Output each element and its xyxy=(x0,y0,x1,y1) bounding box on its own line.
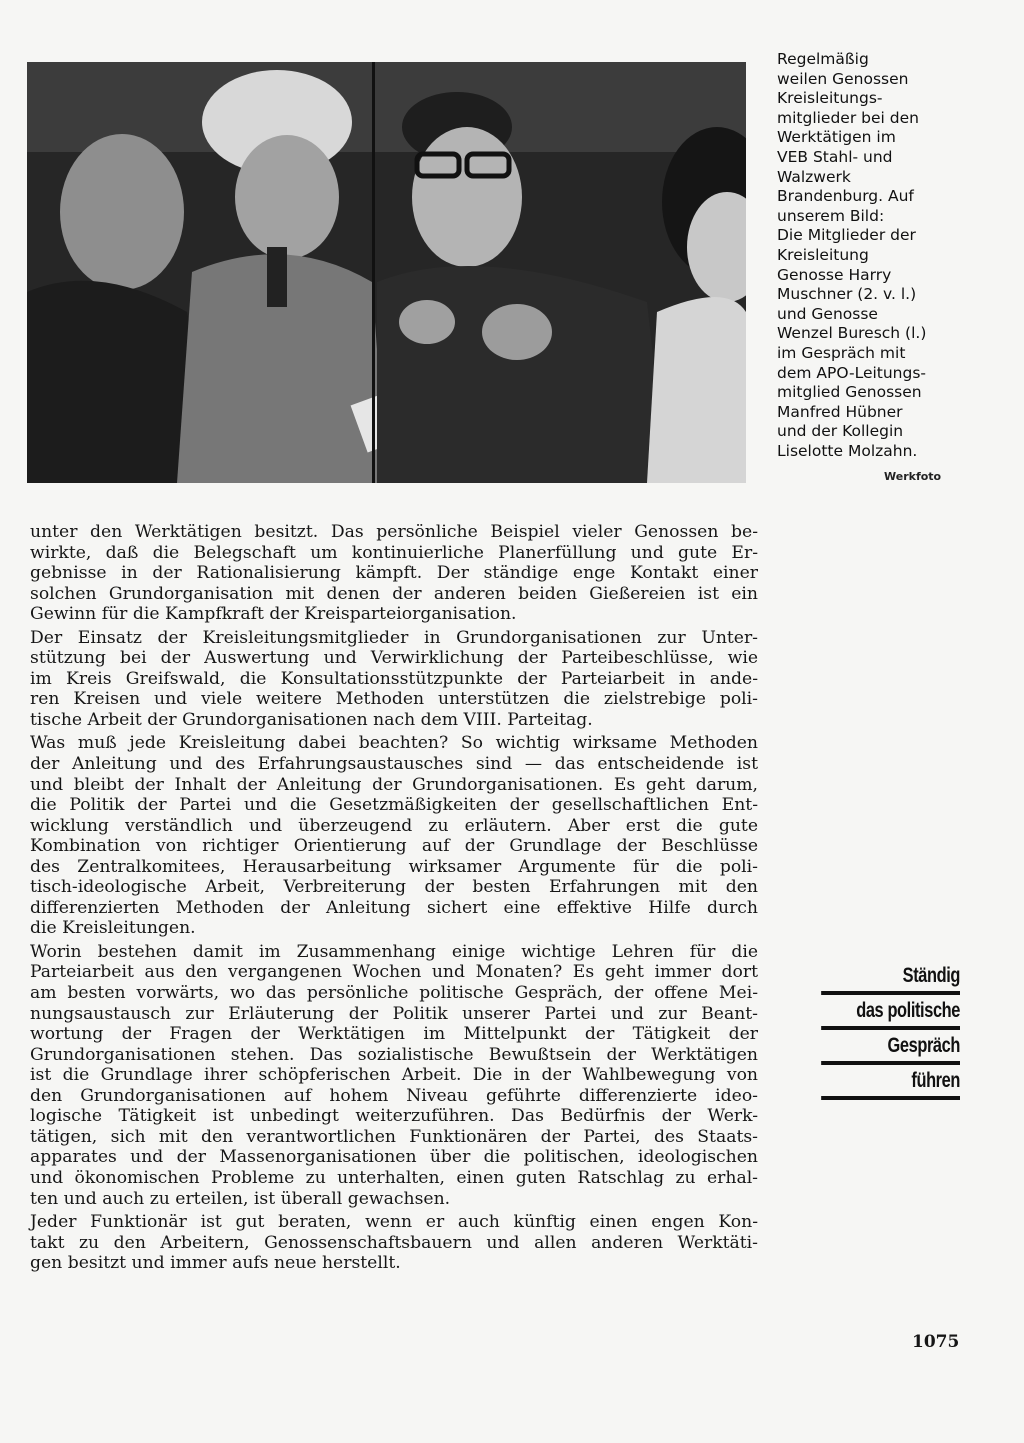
side-headline-line: führen xyxy=(821,1067,960,1100)
text-line: Jeder Funktionär ist gut beraten, wenn er auch künftig einen engen Kon- xyxy=(30,1212,758,1233)
caption-line: und der Kollegin xyxy=(777,422,904,441)
page-number: 1075 xyxy=(912,1332,960,1352)
text-line: Grundorganisationen stehen. Das sozialistische Bewußtsein der Werktätigen xyxy=(30,1044,758,1065)
caption-line: Wenzel Buresch (l.) xyxy=(777,324,927,343)
caption-line: Brandenburg. Auf xyxy=(777,187,914,206)
caption-line: VEB Stahl- und xyxy=(777,147,893,166)
photo-caption xyxy=(777,50,977,461)
text-line: gebnisse in der Rationalisierung kämpft. Der ständige enge Kontakt einer xyxy=(30,563,758,584)
caption-line: weilen Genossen xyxy=(777,69,909,88)
caption-line: Die Mitglieder der xyxy=(777,226,916,245)
caption-line: Kreisleitung xyxy=(777,245,869,264)
caption-line: im Gespräch mit xyxy=(777,343,906,362)
text-line: Der Einsatz der Kreisleitungsmitglieder in Grundorganisationen zur Unter- xyxy=(30,627,758,648)
caption-line: Muschner (2. v. l.) xyxy=(777,285,917,304)
paragraph xyxy=(30,942,758,1209)
caption-line: mitglieder bei den xyxy=(777,108,919,127)
text-line: tische Arbeit der Grundorganisationen nach dem VIII. Parteitag. xyxy=(30,709,593,730)
paragraph xyxy=(30,1212,758,1274)
text-line: am besten vorwärts, wo das persönliche politische Gespräch, der offene Mei- xyxy=(30,983,758,1004)
text-line: tisch-ideologische Arbeit, Verbreiterung der besten Erfahrungen mit den xyxy=(30,877,758,898)
caption-line: Manfred Hübner xyxy=(777,402,903,421)
caption-line: Walzwerk xyxy=(777,167,851,186)
text-line: wicklung verständlich und überzeugend zu erläutern. Aber erst die gute xyxy=(30,815,758,836)
side-headline-line: Gespräch xyxy=(821,1032,960,1065)
paragraph xyxy=(30,628,758,731)
caption-line: unserem Bild: xyxy=(777,206,885,225)
text-line: nungsaustausch zur Erläuterung der Politik unserer Partei und zur Beant- xyxy=(30,1003,758,1024)
text-line: den Grundorganisationen auf hohem Niveau geführte differenzierte ideo- xyxy=(30,1085,758,1106)
text-line: takt zu den Arbeitern, Genossenschaftsbauern und allen anderen Werktäti- xyxy=(30,1232,758,1253)
side-headline xyxy=(782,962,960,1102)
caption-line: Regelmäßig xyxy=(777,50,869,68)
text-line: apparates und der Massenorganisationen über die politischen, ideologischen xyxy=(30,1147,758,1168)
text-line: Was muß jede Kreisleitung dabei beachten? So wichtig wirksame Methoden xyxy=(30,733,758,754)
text-line: und ökonomischen Probleme zu unterhalten, einen guten Ratschlag zu erhal- xyxy=(30,1167,758,1188)
photo-credit: Werkfoto xyxy=(884,470,942,483)
text-line: Parteiarbeit aus den vergangenen Wochen und Monaten? Es geht immer dort xyxy=(30,962,758,983)
caption-line: Kreisleitungs- xyxy=(777,89,883,108)
text-line: differenzierten Methoden der Anleitung sichert eine effektive Hilfe durch xyxy=(30,897,758,918)
caption-line: Genosse Harry xyxy=(777,265,892,284)
text-line: des Zentralkomitees, Herausarbeitung wirksamer Argumente für die poli- xyxy=(30,856,758,877)
text-line: unter den Werktätigen besitzt. Das persönliche Beispiel vieler Genossen be- xyxy=(30,522,758,542)
text-line: ren Kreisen und viele weitere Methoden unterstützen die zielstrebige poli- xyxy=(30,689,758,710)
caption-line: dem APO-Leitungs- xyxy=(777,363,927,382)
text-line: gen besitzt und immer aufs neue herstellt. xyxy=(30,1253,401,1274)
side-headline-line: das politische xyxy=(821,997,960,1030)
text-line: wortung der Fragen der Werktätigen im Mittelpunkt der Tätigkeit der xyxy=(30,1024,758,1045)
text-line: wirkte, daß die Belegschaft um kontinuierliche Planerfüllung und gute Er- xyxy=(30,542,758,563)
text-line: die Kreisleitungen. xyxy=(30,918,196,939)
text-line: Kombination von richtiger Orientierung auf der Grundlage der Beschlüsse xyxy=(30,836,758,857)
text-line: die Politik der Partei und die Gesetzmäßigkeiten der gesellschaftlichen Ent- xyxy=(30,795,758,816)
caption-line: Werktätigen im xyxy=(777,128,896,147)
caption-line: Liselotte Molzahn. xyxy=(777,441,918,460)
text-line: Gewinn für die Kampfkraft der Kreisparteiorganisation. xyxy=(30,604,517,625)
text-line: Worin bestehen damit im Zusammenhang einige wichtige Lehren für die xyxy=(30,941,758,962)
paragraph xyxy=(30,522,758,625)
text-line: stützung bei der Auswertung und Verwirklichung der Parteibeschlüsse, wie xyxy=(30,648,758,669)
text-line: solchen Grundorganisation mit denen der anderen beiden Gießereien ist ein xyxy=(30,583,758,604)
paragraph xyxy=(30,733,758,938)
article-photo xyxy=(27,62,746,483)
text-line: tätigen, sich mit den verantwortlichen Funktionären der Partei, des Staats- xyxy=(30,1126,758,1147)
caption-line: und Genosse xyxy=(777,304,878,323)
text-line: ten und auch zu erteilen, ist überall gewachsen. xyxy=(30,1188,451,1209)
side-headline-line: Ständig xyxy=(821,962,960,995)
text-line: ist die Grundlage ihrer schöpferischen Arbeit. Die in der Wahlbewegung von xyxy=(30,1065,758,1086)
text-line: im Kreis Greifswald, die Konsultationsstützpunkte der Parteiarbeit in ande- xyxy=(30,668,758,689)
text-line: und bleibt der Inhalt der Anleitung der Grundorganisationen. Es geht darum, xyxy=(30,774,758,795)
text-line: der Anleitung und des Erfahrungsaustausches sind — das entscheidende ist xyxy=(30,754,758,775)
article-body xyxy=(30,522,758,1277)
caption-line: mitglied Genossen xyxy=(777,383,922,402)
text-line: logische Tätigkeit ist unbedingt weiterzuführen. Das Bedürfnis der Werk- xyxy=(30,1106,758,1127)
